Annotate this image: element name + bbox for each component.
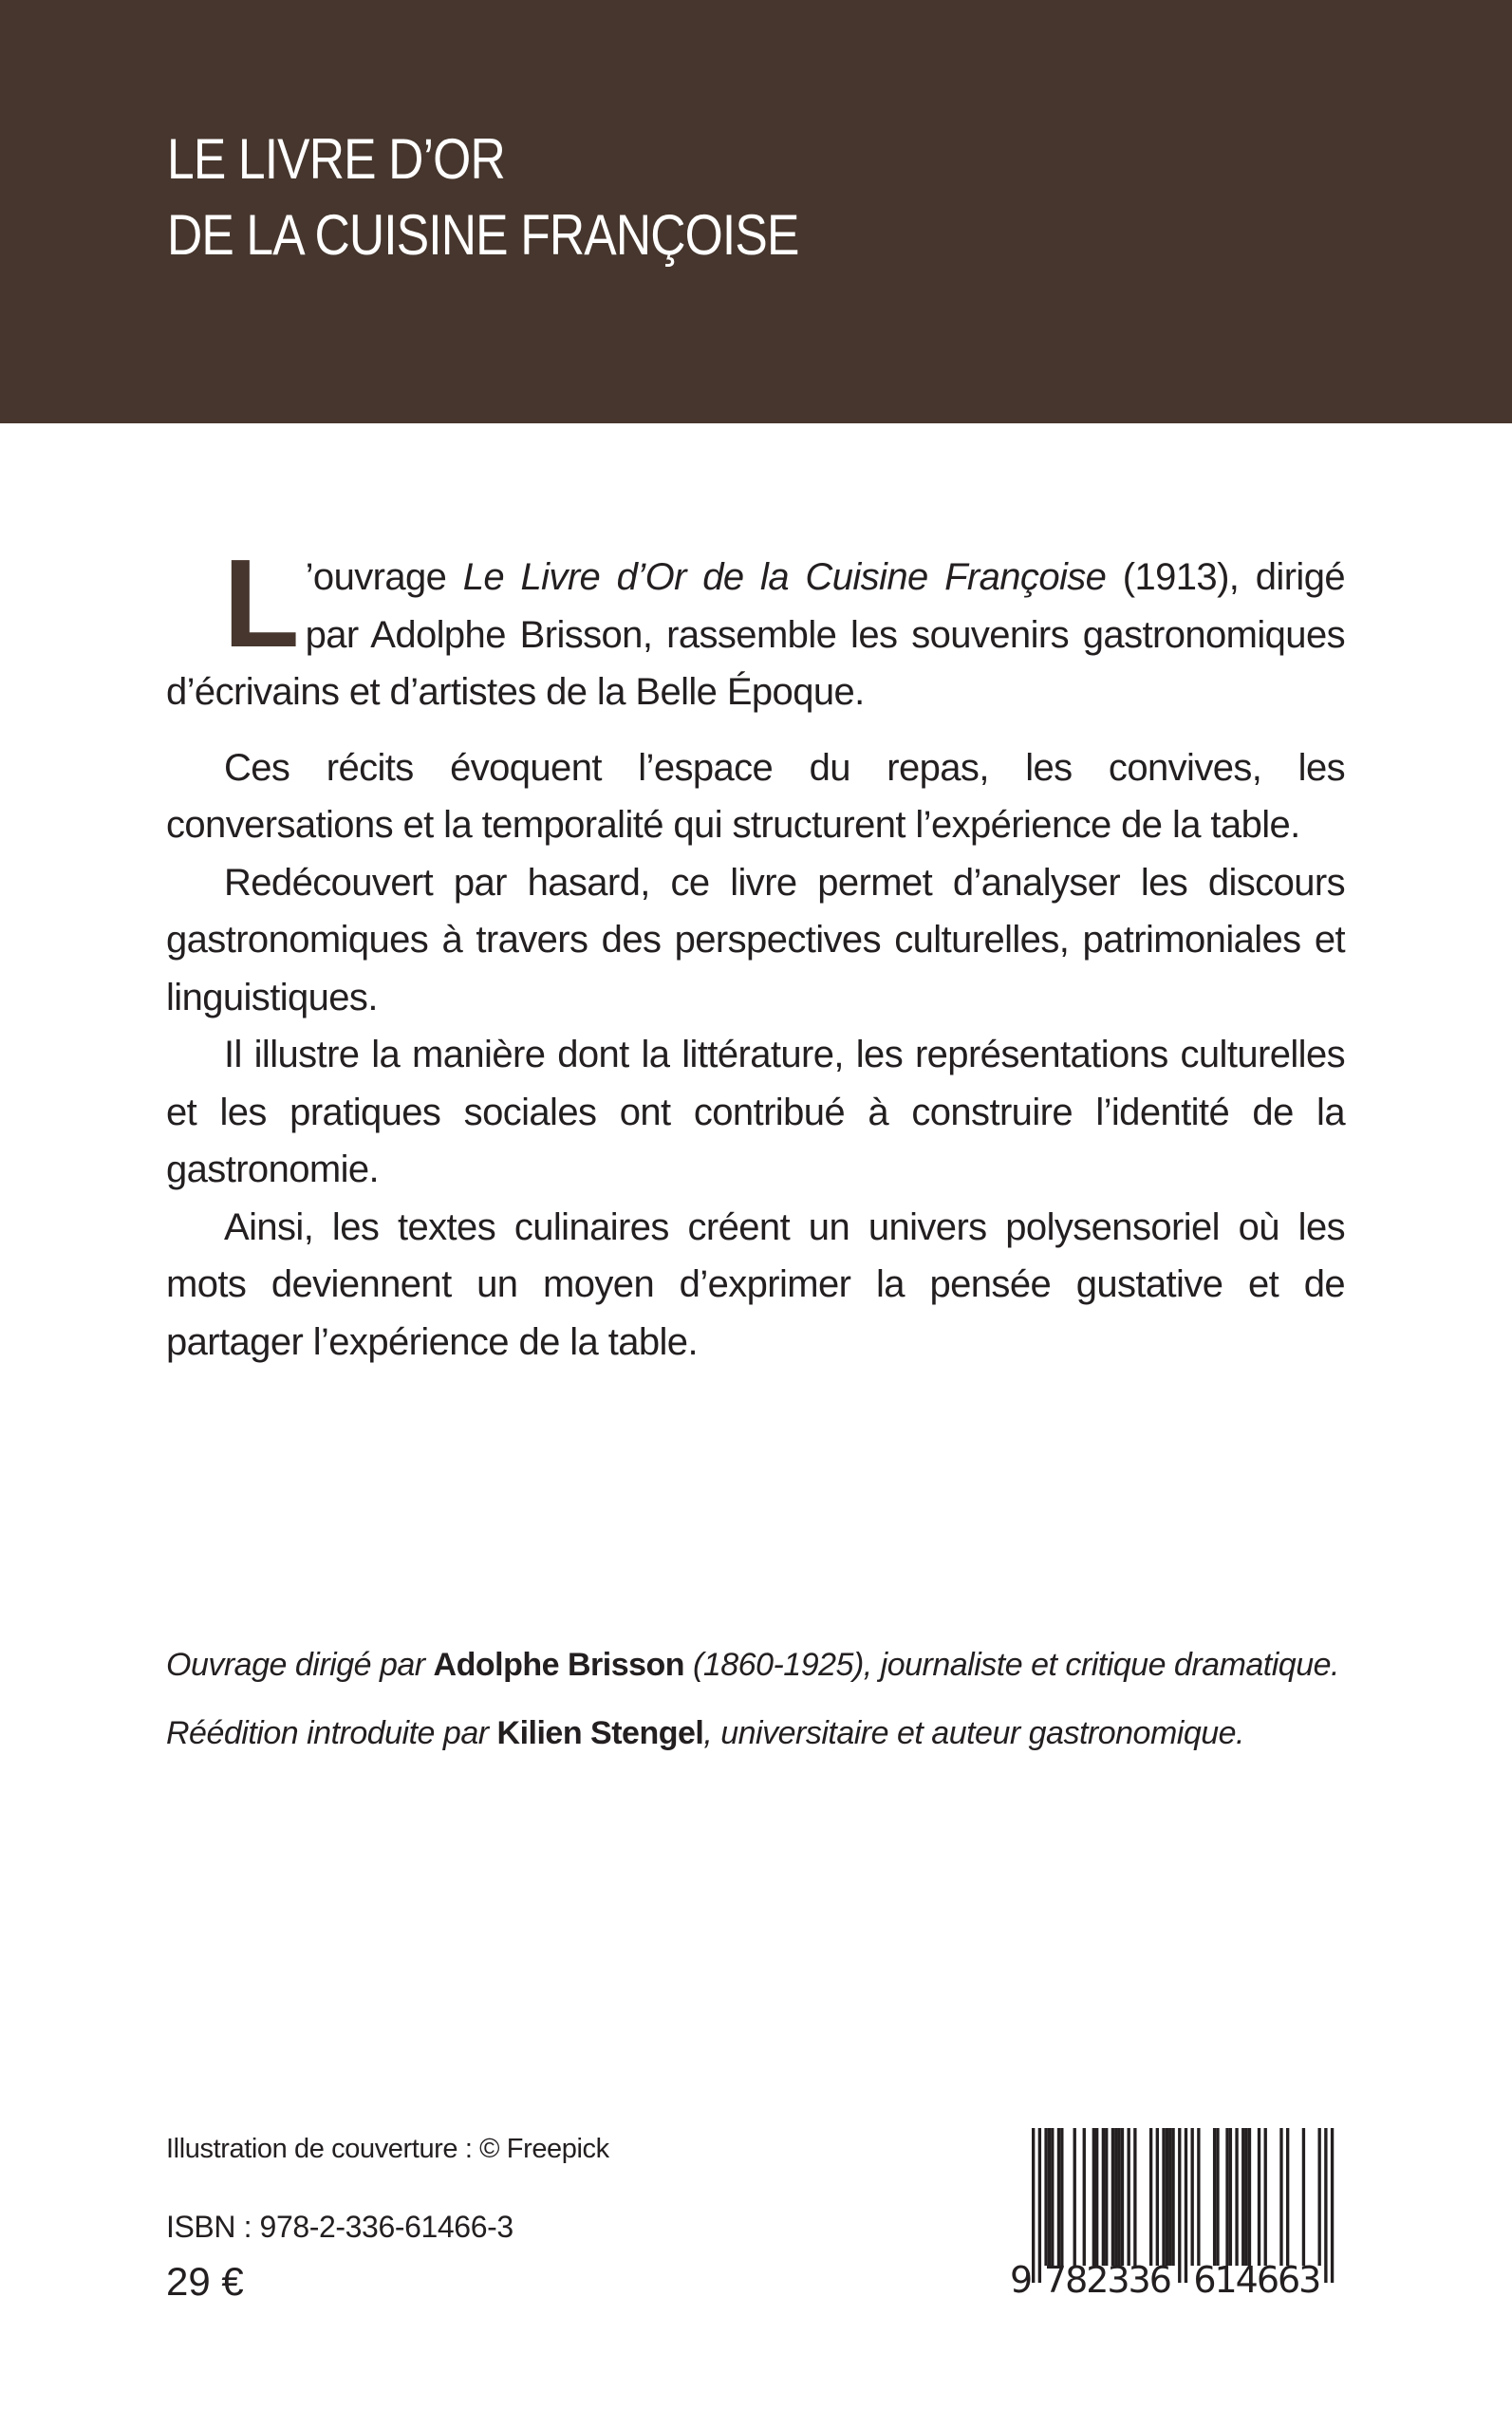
editor-credit bbox=[166, 1642, 1345, 1689]
description-paragraph-4: Il illustre la manière dont la littérature, les représentations culturelles et les pratiques sociales ont contribué à construire l’identité de la gastronomie. bbox=[166, 1034, 1345, 1190]
editor-name: Adolphe Brisson bbox=[433, 1647, 685, 1683]
description-paragraph-1 bbox=[166, 533, 1345, 721]
barcode-icon bbox=[1006, 2122, 1348, 2303]
book-description bbox=[166, 533, 1345, 1371]
cover-header-banner bbox=[0, 0, 1512, 423]
svg-text:782336: 782336 bbox=[1043, 2259, 1172, 2301]
isbn: ISBN : 978-2-336-61466-3 bbox=[166, 2210, 513, 2244]
book-title bbox=[167, 121, 799, 273]
introducer-name: Kilien Stengel bbox=[496, 1715, 704, 1751]
introducer-credit-prefix: Réédition introduite par bbox=[166, 1715, 497, 1751]
description-paragraph-3: Redécouvert par hasard, ce livre permet d’analyser les discours gastronomiques à travers des perspectives culturelles, patrimoniales et linguistiques. bbox=[166, 861, 1345, 1018]
illustration-credit: Illustration de couverture : © Freepick bbox=[166, 2134, 609, 2164]
svg-text:9: 9 bbox=[1010, 2259, 1034, 2301]
credits-section bbox=[166, 1642, 1345, 1779]
book-title-line-1: LE LIVRE D’OR bbox=[167, 127, 505, 191]
book-title-italic: Le Livre d’Or de la Cuisine Françoise bbox=[462, 556, 1107, 598]
svg-text:614663: 614663 bbox=[1193, 2259, 1322, 2301]
price: 29 € bbox=[166, 2259, 244, 2304]
description-paragraph-2: Ces récits évoquent l’espace du repas, les convives, les conversations et la temporalité qui structurent l’expérience de la table. bbox=[166, 746, 1345, 846]
book-title-line-2: DE LA CUISINE FRANÇOISE bbox=[167, 203, 799, 267]
editor-credit-suffix: (1860-1925), journaliste et critique dramatique. bbox=[684, 1647, 1339, 1683]
introducer-credit-suffix: , universitaire et auteur gastronomique. bbox=[703, 1715, 1244, 1751]
description-paragraph-5: Ainsi, les textes culinaires créent un univers polysensoriel où les mots deviennent un moyen d’exprimer la pensée gustative et de partager l’expérience de la table. bbox=[166, 1205, 1345, 1363]
drop-cap: L bbox=[223, 533, 300, 673]
editor-credit-prefix: Ouvrage dirigé par bbox=[166, 1647, 434, 1683]
paragraph-lead: ’ouvrage bbox=[305, 556, 463, 598]
paragraph-rest: (1913), dirigé par Adolphe Brisson, rassemble les souvenirs gastronomiques d’écrivains et d’artistes de la Belle Époque. bbox=[166, 556, 1345, 713]
introducer-credit bbox=[166, 1710, 1345, 1757]
